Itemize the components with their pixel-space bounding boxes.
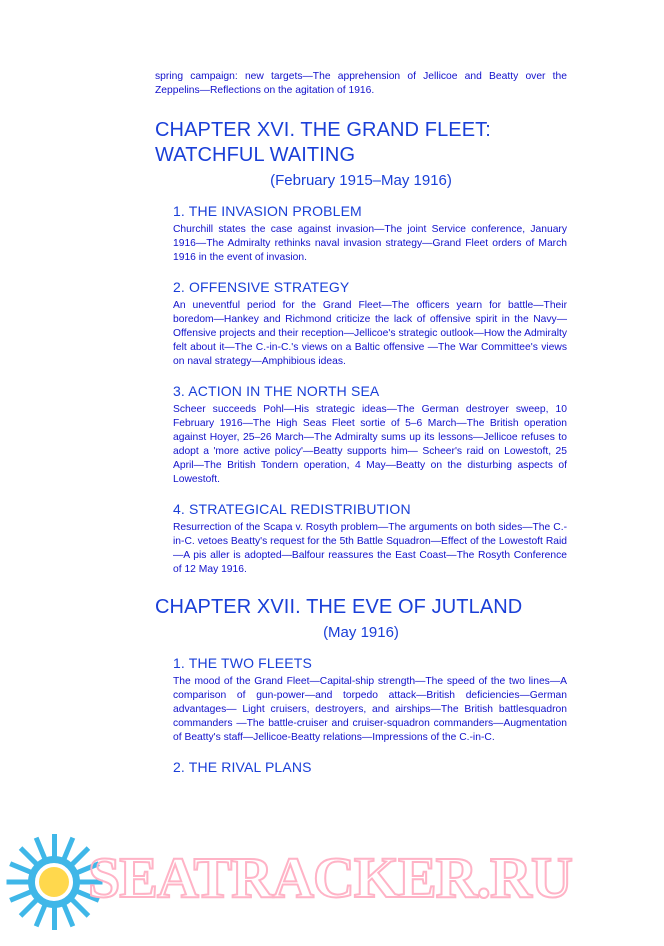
section-action-north-sea [155, 383, 567, 487]
page-content [155, 70, 567, 789]
section-rival-plans [155, 759, 567, 775]
section-title: 2. OFFENSIVE STRATEGY [173, 279, 350, 295]
watermark-text: SEATRACKER.RU [88, 845, 572, 910]
chapter-date-xvii: (May 1916) [323, 624, 399, 641]
section-two-fleets [155, 655, 567, 745]
section-title: 2. THE RIVAL PLANS [173, 759, 312, 775]
section-body: Churchill states the case against invasion—The joint Service conference, January 1916—The Admiralty rethinks naval invasion strategy—Grand Fleet orders of March 1916 in the event of invasion. [173, 224, 567, 263]
sun-logo-icon [8, 836, 100, 928]
chapter-title-xvi: CHAPTER XVI. THE GRAND FLEET: WATCHFUL WAITING [155, 119, 491, 166]
section-body: The mood of the Grand Fleet—Capital-ship strength—The speed of the two lines—A comparison of gun-power—and torpedo attack—British deficiencies—German advantages— Light cruisers, destroyers, and airships—The British battlesquadron commanders —The battle-cruiser and cruiser-squadron commanders—Augmentation of Beatty's staff—Jellicoe-Beatty relations—Impressions of the C.-in-C. [173, 676, 567, 743]
section-strategical-redistribution [155, 501, 567, 577]
section-invasion-problem [155, 203, 567, 265]
section-body: Resurrection of the Scapa v. Rosyth problem—The arguments on both sides—The C.-in-C. vetoes Beatty's request for the 5th Battle Squadron—Effect of the Lowestoft Raid—A pis aller is adopted—Balfour reassures the East Coast—The Rosyth Conference of 12 May 1916. [173, 522, 567, 575]
chapter-title-xvii: CHAPTER XVII. THE EVE OF JUTLAND [155, 596, 523, 618]
section-title: 4. STRATEGICAL REDISTRIBUTION [173, 501, 411, 517]
intro-paragraph: spring campaign: new targets—The apprehension of Jellicoe and Beatty over the Zeppelins—Reflections on the agitation of 1916. [155, 71, 567, 96]
section-offensive-strategy [155, 279, 567, 369]
section-body: An uneventful period for the Grand Fleet—The officers yearn for battle—Their boredom—Hankey and Richmond criticize the lack of offensive spirit in the Navy—Offensive projects and their reception—Jellicoe's strategic outlook—How the Admiralty felt about it—The C.-in-C.'s views on a Baltic offensive —The War Committee's views on naval strategy—Amphibious ideas. [173, 300, 567, 367]
section-title: 1. THE INVASION PROBLEM [173, 203, 362, 219]
watermark [0, 826, 664, 946]
chapter-date-xvi: (February 1915–May 1916) [270, 172, 452, 189]
section-title: 1. THE TWO FLEETS [173, 655, 312, 671]
section-title: 3. ACTION IN THE NORTH SEA [173, 383, 380, 399]
chapter-block-xvii [155, 595, 567, 775]
section-body: Scheer succeeds Pohl—His strategic ideas—The German destroyer sweep, 10 February 1916—The High Seas Fleet sortie of 5–6 March—The British operation against Hoyer, 25–26 March—The Admiralty sums up its lessons—Jellicoe refuses to adopt a 'more active policy'—Beatty supports him— Scheer's raid on Lowestoft, 25 April—The British Tondern operation, 4 May—Beatty on the disturbing aspects of Lowestoft. [173, 404, 567, 485]
